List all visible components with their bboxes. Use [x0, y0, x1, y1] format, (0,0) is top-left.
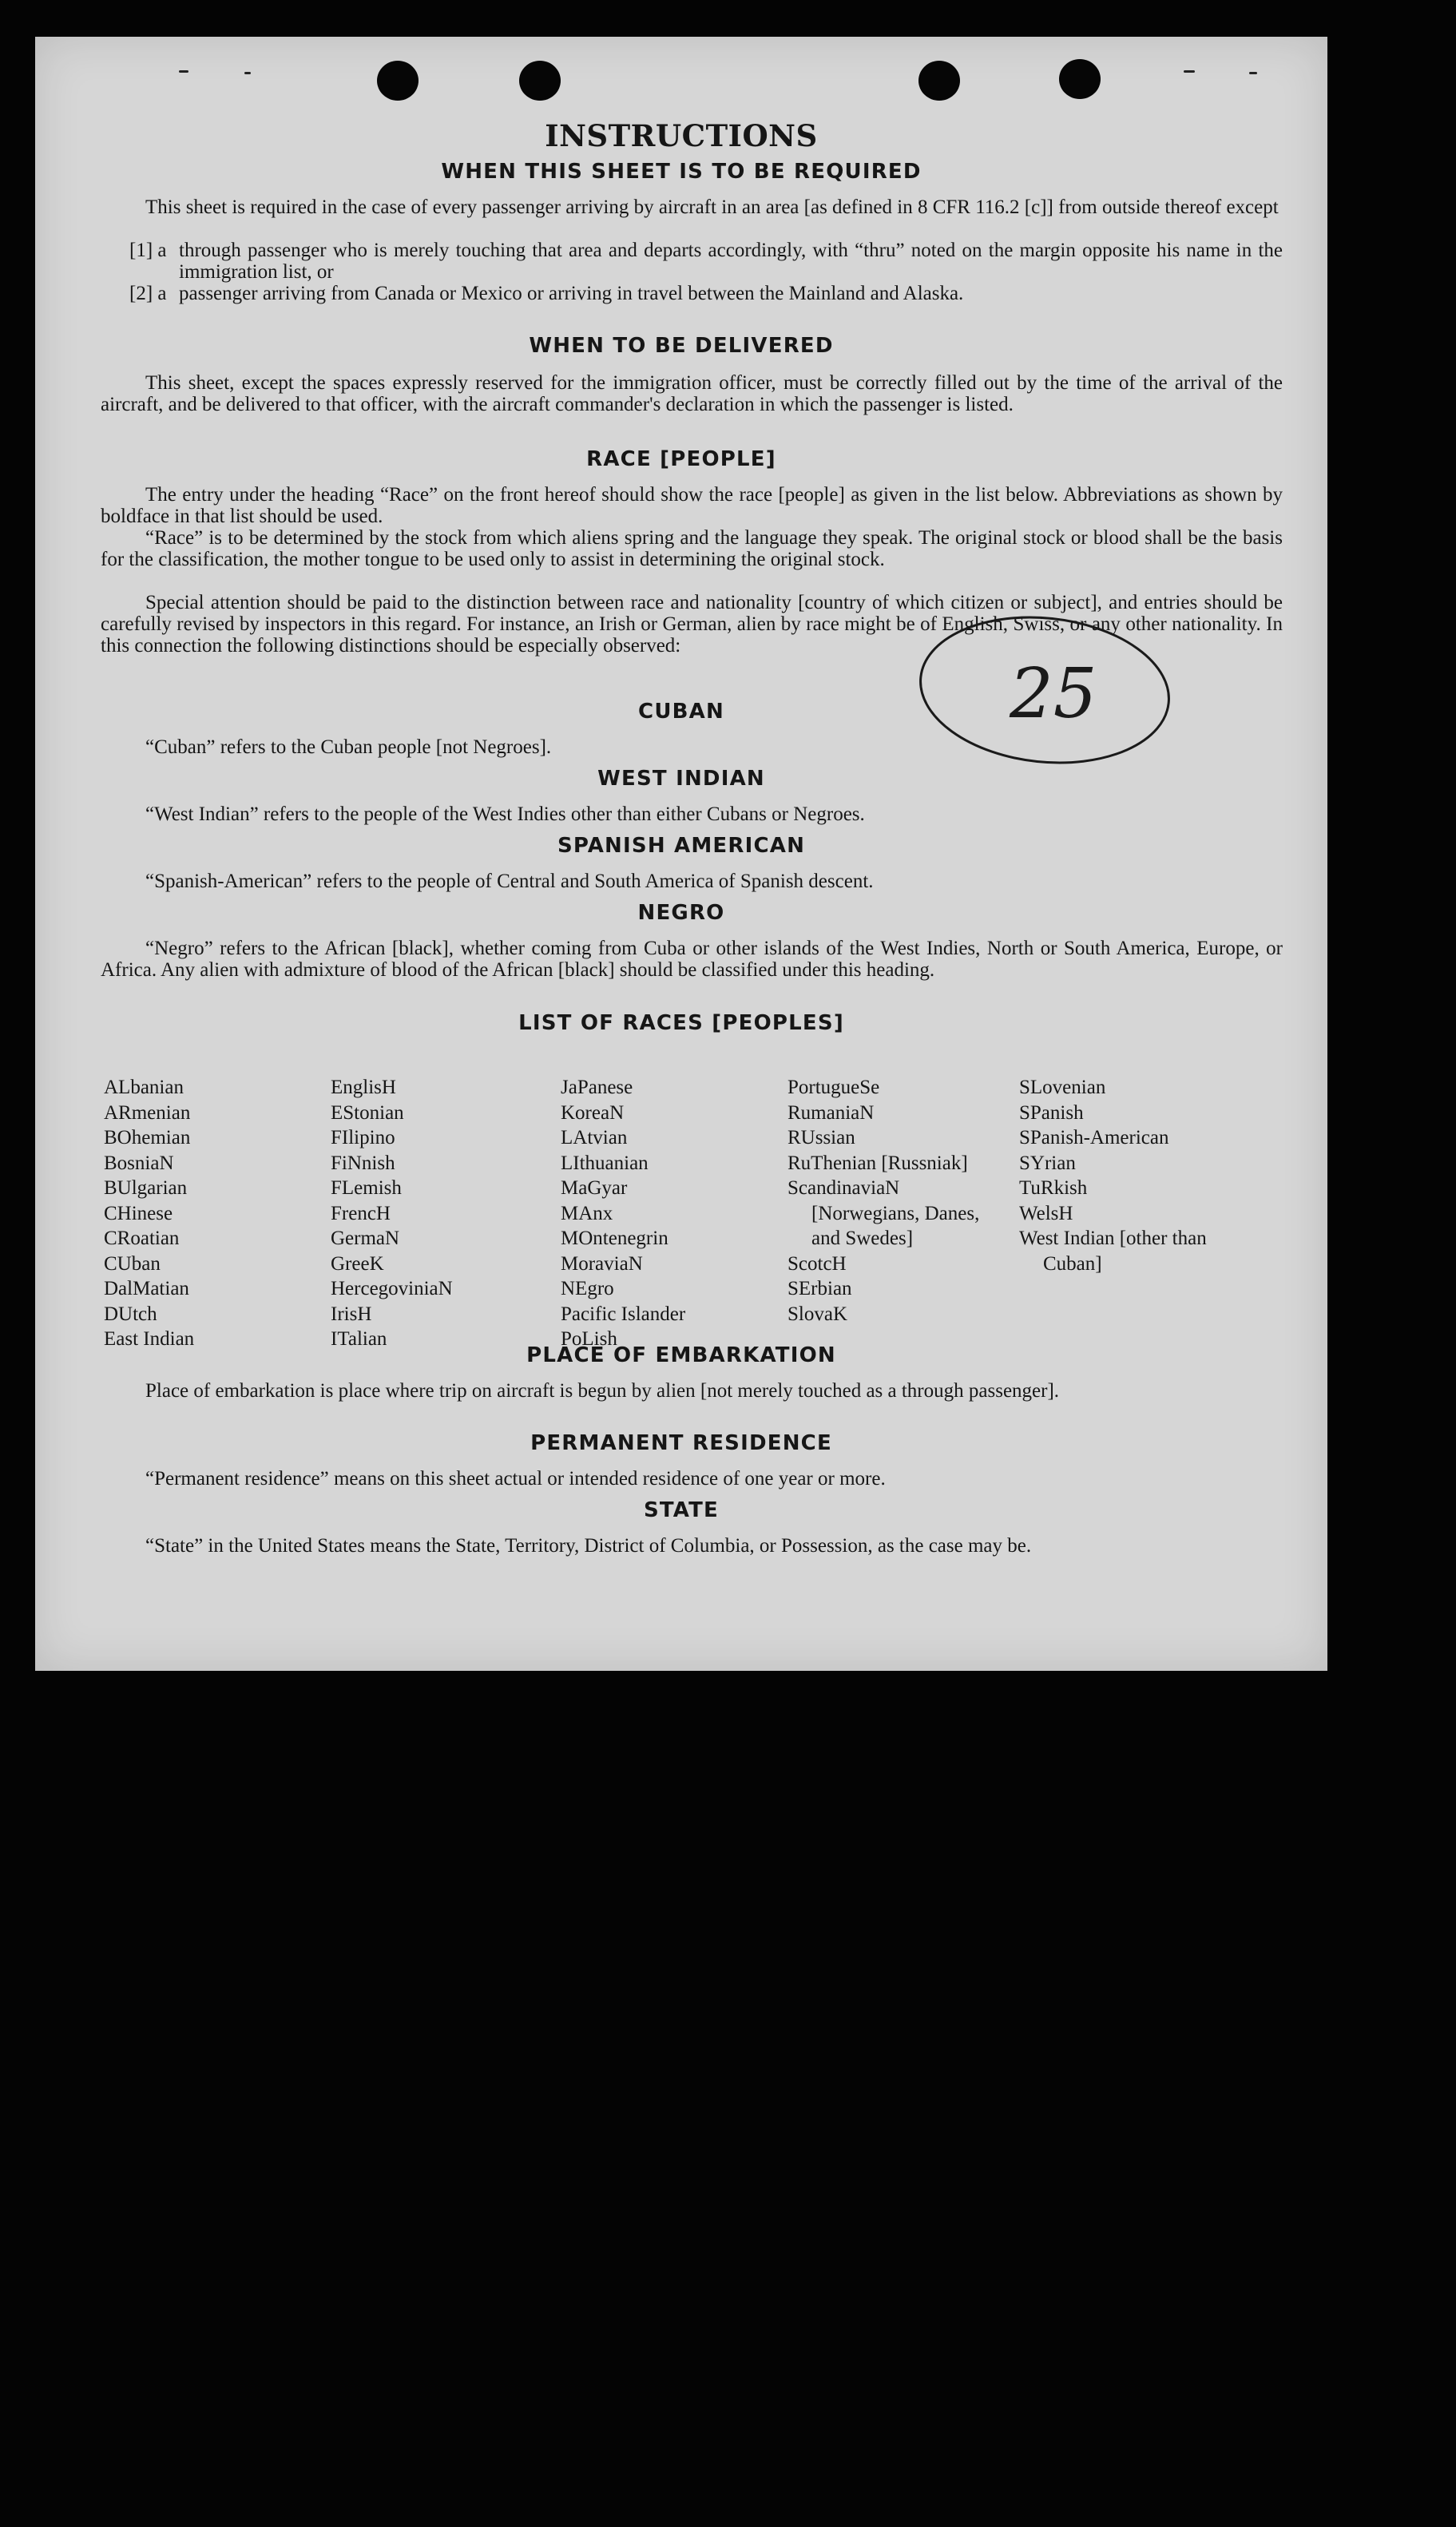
list-item: RuThenian [Russniak] — [788, 1152, 968, 1174]
list-item: NEgro — [561, 1278, 614, 1299]
races-column-1 — [104, 1075, 319, 1352]
paragraph-race-1: The entry under the heading “Race” on the front hereof should show the race [people] as given in the list below. Abbreviations as shown by boldface in that list should be used. — [101, 484, 1283, 527]
heading-spanish-american: SPANISH AMERICAN — [557, 834, 806, 858]
list-item: BUlgarian — [104, 1177, 188, 1199]
list-item: KoreaN — [561, 1101, 625, 1124]
punch-hole — [918, 61, 960, 101]
paragraph-residence: “Permanent residence” means on this sheet actual or intended residence of one year or more. — [145, 1468, 886, 1490]
heading-when-delivered: WHEN TO BE DELIVERED — [529, 334, 834, 358]
heading-west-indian: WEST INDIAN — [597, 767, 765, 791]
document-page — [35, 37, 1327, 1671]
heading-cuban: CUBAN — [638, 700, 724, 724]
list-item-exception-2 — [129, 283, 1283, 304]
list-item: LIthuanian — [561, 1152, 649, 1174]
paragraph-race-3: Special attention should be paid to the distinction between race and nationality [country of which citizen or subject], and entries should be carefully revised by inspectors in this regard. For instance, an Irish or German, alien by race might be of English, Swiss, or any other nationality. In this connection the following distinctions should be especially observed: — [101, 592, 1283, 657]
list-item: PoLish — [561, 1328, 617, 1350]
list-item: MoraviaN — [561, 1252, 643, 1275]
paragraph-when-delivered: This sheet, except the spaces expressly reserved for the immigration officer, must be correctly filled out by the time of the arrival of the aircraft, and be delivered to that officer, with the aircraft commander's declaration in which the passenger is listed. — [101, 372, 1283, 415]
list-item: CUban — [104, 1252, 161, 1275]
page-title: INSTRUCTIONS — [545, 118, 818, 153]
list-item: RumaniaN — [788, 1101, 875, 1124]
races-column-5 — [1019, 1075, 1259, 1276]
heading-when-required: WHEN THIS SHEET IS TO BE REQUIRED — [441, 160, 922, 184]
list-item: CHinese — [104, 1202, 173, 1224]
list-item: GreeK — [331, 1252, 384, 1275]
list-item: MAnx — [561, 1202, 613, 1224]
heading-state: STATE — [643, 1498, 720, 1522]
list-item: WelsH — [1019, 1202, 1073, 1224]
heading-negro: NEGRO — [637, 901, 725, 925]
paragraph-negro: “Negro” refers to the African [black], whether coming from Cuba or other islands of the West Indies, North or South America, Europe, or Africa. Any alien with admixture of blood of the African [black] should be classified under this heading. — [101, 938, 1283, 981]
list-item: MOntenegrin — [561, 1228, 668, 1249]
list-item: BOhemian — [104, 1127, 191, 1148]
list-item: West Indian [other than Cuban] — [1019, 1228, 1207, 1275]
scan-speck — [1184, 70, 1195, 73]
list-item: IrisH — [331, 1303, 372, 1325]
races-column-3 — [561, 1075, 776, 1352]
paragraph-spanish-american: “Spanish-American” refers to the people of Central and South America of Spanish descent. — [145, 871, 874, 892]
list-item: FrencH — [331, 1202, 391, 1224]
list-item: EnglisH — [331, 1077, 396, 1098]
list-item: JaPanese — [561, 1077, 633, 1098]
paragraph-embarkation: Place of embarkation is place where trip on aircraft is begun by alien [not merely touched as a through passenger]. — [145, 1380, 1060, 1402]
handwritten-number: 25 — [1010, 654, 1097, 734]
list-item: MaGyar — [561, 1177, 628, 1199]
list-item: FiNnish — [331, 1152, 395, 1174]
paragraph-race-2: “Race” is to be determined by the stock from which aliens spring and the language they speak. The original stock or blood shall be the basis for the classification, the mother tongue to be used only to assist in determining the original stock. — [101, 527, 1283, 570]
heading-place-of-embarkation: PLACE OF EMBARKATION — [526, 1343, 836, 1367]
list-item: ALbanian — [104, 1077, 184, 1098]
list-item-text: through passenger who is merely touching that area and departs accordingly, with “thru” noted on the margin opposite his name in the immigration list, or — [179, 240, 1283, 283]
list-item: ITalian — [331, 1328, 387, 1350]
list-item: EStonian — [331, 1101, 404, 1124]
list-item: SPanish — [1019, 1101, 1084, 1124]
list-item: DUtch — [104, 1303, 157, 1325]
heading-list-of-races: LIST OF RACES [PEOPLES] — [518, 1011, 844, 1035]
heading-permanent-residence: PERMANENT RESIDENCE — [530, 1431, 832, 1455]
list-item-number: [2] a — [129, 283, 167, 304]
paragraph-when-required: This sheet is required in the case of every passenger arriving by aircraft in an area [as defined in 8 CFR 116.2 [c]] from outside thereof except — [145, 196, 1279, 218]
list-item-exception-1 — [129, 240, 1283, 283]
list-item: BosniaN — [104, 1152, 174, 1174]
list-item: SLovenian — [1019, 1077, 1106, 1098]
paragraph-cuban: “Cuban” refers to the Cuban people [not Negroes]. — [145, 736, 552, 758]
list-item: CRoatian — [104, 1228, 180, 1249]
punch-hole — [377, 61, 419, 101]
races-column-4 — [788, 1075, 997, 1327]
scan-speck — [1249, 72, 1257, 74]
list-item: SPanish-American — [1019, 1127, 1169, 1148]
list-item: ScotcH — [788, 1252, 847, 1275]
paragraph-state: “State” in the United States means the State, Territory, District of Columbia, or Possession, as the case may be. — [145, 1535, 1032, 1557]
list-item: ARmenian — [104, 1101, 191, 1124]
punch-hole — [1059, 59, 1101, 99]
list-item: SYrian — [1019, 1152, 1076, 1174]
punch-hole — [519, 61, 561, 101]
races-column-2 — [331, 1075, 554, 1352]
heading-race: RACE [PEOPLE] — [586, 447, 776, 471]
list-item-number: [1] a — [129, 240, 167, 261]
list-item: East Indian — [104, 1328, 195, 1350]
list-item: SlovaK — [788, 1303, 847, 1325]
list-item: FIlipino — [331, 1127, 395, 1148]
list-item: Pacific Islander — [561, 1303, 686, 1325]
scan-speck — [179, 70, 188, 73]
list-item: PortugueSe — [788, 1077, 880, 1098]
paragraph-west-indian: “West Indian” refers to the people of the West Indies other than either Cubans or Negroes. — [145, 803, 865, 825]
list-item: HercegoviniaN — [331, 1278, 453, 1299]
list-item: SErbian — [788, 1278, 852, 1299]
list-item: LAtvian — [561, 1127, 628, 1148]
list-item: GermaN — [331, 1228, 400, 1249]
list-item-text: passenger arriving from Canada or Mexico or arriving in travel between the Mainland and Alaska. — [179, 283, 964, 304]
scan-speck — [244, 72, 251, 74]
list-item: TuRkish — [1019, 1177, 1088, 1199]
list-item: RUssian — [788, 1127, 855, 1148]
list-item: FLemish — [331, 1177, 402, 1199]
list-item: ScandinaviaN [Norwegians, Danes, and Swedes] — [788, 1177, 980, 1249]
list-item: DalMatian — [104, 1278, 189, 1299]
